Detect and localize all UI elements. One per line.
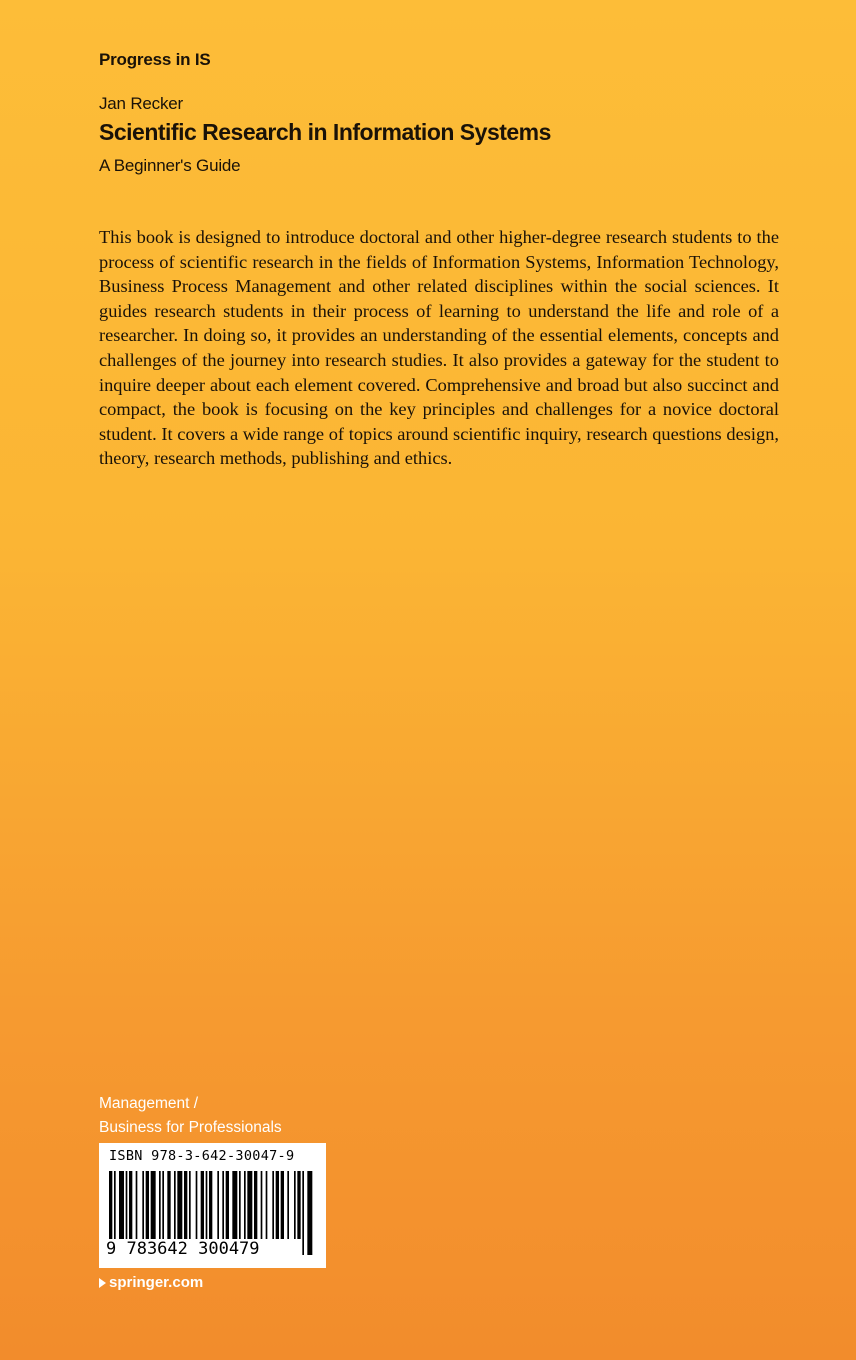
publisher-link[interactable] xyxy=(99,1274,203,1291)
play-triangle-icon xyxy=(99,1278,106,1288)
publisher-url: springer.com xyxy=(109,1274,204,1291)
subject-category xyxy=(99,1092,282,1140)
isbn-barcode xyxy=(99,1143,326,1268)
category-line-1: Management / xyxy=(99,1095,199,1112)
book-description: This book is designed to introduce doctoral and other higher-degree research students to the process of scientific research in the fields of Information Systems, Information Technology, Business Process Management and other related disciplines within the social sciences. It guides research students in their process of learning to understand the life and role of a researcher. In doing so, it provides an understanding of the essential elements, concepts and challenges of the journey into research studies. It also provides a gateway for the student to inquire deeper about each element covered. Comprehensive and broad but also succinct and compact, the book is focusing on the key principles and challenges for a novice doctoral student. It covers a wide range of topics around scientific inquiry, research questions design, theory, research methods, publishing and ethics. xyxy=(99,227,779,469)
book-subtitle: A Beginner's Guide xyxy=(99,156,241,175)
book-title: Scientific Research in Information Systems xyxy=(99,119,551,145)
isbn-label: ISBN 978-3-642-30047-9 xyxy=(109,1148,295,1164)
category-line-2: Business for Professionals xyxy=(99,1119,282,1136)
author-name: Jan Recker xyxy=(99,94,183,113)
series-name: Progress in IS xyxy=(99,50,211,69)
barcode-digits: 9 783642 300479 xyxy=(106,1239,260,1259)
